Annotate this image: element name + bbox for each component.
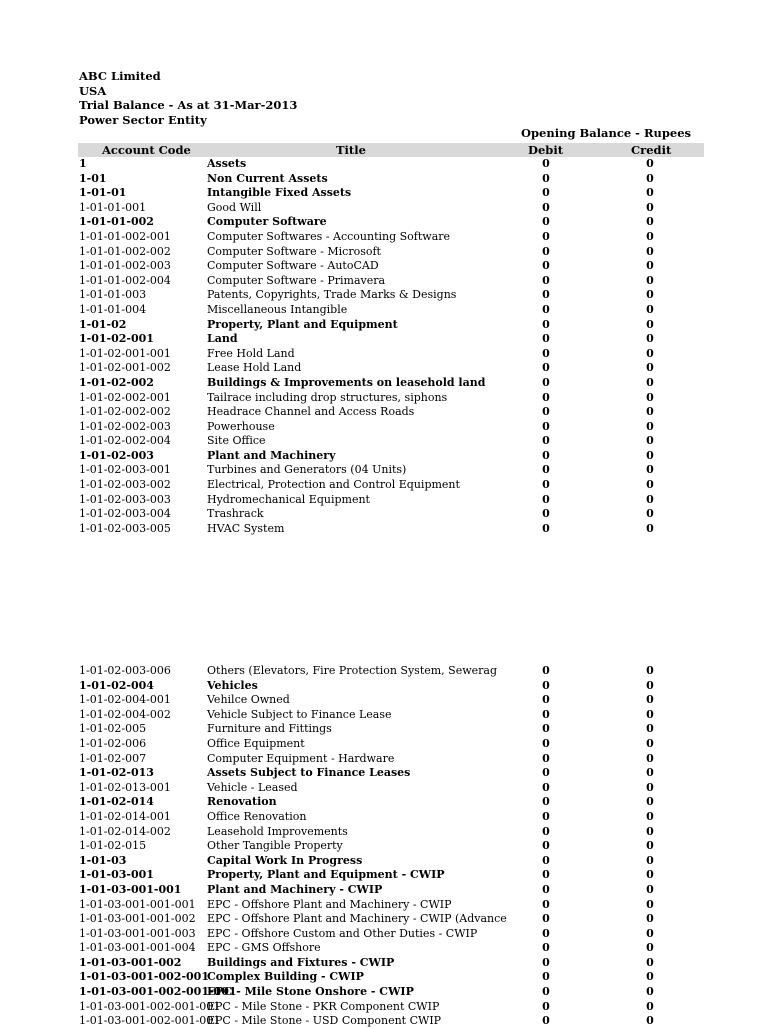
table-row <box>78 493 704 508</box>
table-row <box>78 157 704 172</box>
account-code: 1-01-03-001-002-001-001 <box>79 999 221 1013</box>
debit-value: 0 <box>542 809 550 823</box>
account-title: Intangible Fixed Assets <box>207 186 352 200</box>
account-title: Renovation <box>207 795 277 809</box>
account-code: 1-01-03-001-002 <box>79 955 182 969</box>
account-code: 1-01-03-001-001-003 <box>79 926 196 940</box>
debit-value: 0 <box>542 839 550 853</box>
account-code: 1-01-02-015 <box>79 839 147 853</box>
credit-value: 0 <box>646 346 654 360</box>
credit-value: 0 <box>646 707 654 721</box>
credit-value: 0 <box>646 463 654 477</box>
credit-value: 0 <box>646 200 654 214</box>
account-code: 1-01-02-013-001 <box>79 780 171 794</box>
debit-value: 0 <box>542 766 550 780</box>
account-title: Tailrace including drop structures, siphons <box>207 390 448 404</box>
debit-value: 0 <box>542 361 550 375</box>
account-table-section-2 <box>78 664 704 1029</box>
account-title: Computer Softwares - Accounting Software <box>207 229 451 243</box>
table-row <box>78 361 704 376</box>
table-row <box>78 912 704 927</box>
account-code: 1-01-03-001-001-004 <box>79 941 196 955</box>
account-code: 1-01 <box>79 171 107 185</box>
account-title: Hydromechanical Equipment <box>207 492 370 506</box>
credit-value: 0 <box>646 302 654 316</box>
account-code: 1-01-02-003-004 <box>79 507 171 521</box>
credit-value: 0 <box>646 970 654 984</box>
debit-value: 0 <box>542 664 550 677</box>
account-code: 1-01-02-003-003 <box>79 492 171 506</box>
account-title: EPC - Mile Stone - USD Component CWIP <box>207 1014 442 1028</box>
account-title: Lease Hold Land <box>207 361 302 375</box>
table-row <box>78 245 704 260</box>
account-title: EPC - Offshore Plant and Machinery - CWIP <box>207 897 452 911</box>
account-title: Property, Plant and Equipment <box>207 317 398 331</box>
account-title: Assets Subject to Finance Leases <box>207 766 411 780</box>
table-row <box>78 318 704 333</box>
account-code: 1-01-02-013 <box>79 766 154 780</box>
table-row <box>78 941 704 956</box>
account-title: Assets <box>207 157 247 170</box>
account-title: Property, Plant and Equipment - CWIP <box>207 868 445 882</box>
table-row <box>78 434 704 449</box>
credit-value: 0 <box>646 839 654 853</box>
account-code: 1-01-02-002-002 <box>79 405 171 419</box>
debit-value: 0 <box>542 478 550 492</box>
table-row <box>78 781 704 796</box>
account-code: 1-01-03-001-002-001 <box>79 970 209 984</box>
credit-value: 0 <box>646 809 654 823</box>
account-code: 1-01-01-002-004 <box>79 273 171 287</box>
report-header <box>79 69 297 127</box>
account-title: Non Current Assets <box>207 171 328 185</box>
table-row <box>78 259 704 274</box>
account-code: 1-01-01-002-003 <box>79 259 171 273</box>
credit-value: 0 <box>646 273 654 287</box>
table-row <box>78 868 704 883</box>
account-code: 1-01-02-007 <box>79 751 147 765</box>
credit-value: 0 <box>646 1014 654 1028</box>
account-title: Complex Building - CWIP <box>207 970 364 984</box>
account-title: HVAC System <box>207 521 285 535</box>
debit-value: 0 <box>542 795 550 809</box>
table-row <box>78 708 704 723</box>
debit-value: 0 <box>542 693 550 707</box>
debit-value: 0 <box>542 824 550 838</box>
table-row <box>78 839 704 854</box>
debit-value: 0 <box>542 288 550 302</box>
debit-value: 0 <box>542 492 550 506</box>
account-code: 1-01-01-001 <box>79 200 147 214</box>
credit-value: 0 <box>646 897 654 911</box>
account-title: Free Hold Land <box>207 346 295 360</box>
account-title: Land <box>207 332 238 346</box>
table-row <box>78 722 704 737</box>
credit-value: 0 <box>646 157 654 170</box>
credit-value: 0 <box>646 985 654 999</box>
table-row <box>78 956 704 971</box>
debit-value: 0 <box>542 941 550 955</box>
account-code: 1-01-02-003-001 <box>79 463 171 477</box>
table-row <box>78 522 704 537</box>
account-code: 1-01-02-014 <box>79 795 154 809</box>
credit-value: 0 <box>646 492 654 506</box>
account-title: Computer Software - Primavera <box>207 273 386 287</box>
table-row <box>78 478 704 493</box>
account-title: EPC - GMS Offshore <box>207 941 321 955</box>
account-title: Good Will <box>207 200 262 214</box>
account-title: Office Renovation <box>207 809 307 823</box>
credit-value: 0 <box>646 186 654 200</box>
account-title: Vehicles <box>207 678 258 692</box>
account-code: 1-01-02 <box>79 317 127 331</box>
account-title: Computer Software - Microsoft <box>207 244 381 258</box>
account-title: Capital Work In Progress <box>207 853 363 867</box>
credit-value: 0 <box>646 664 654 677</box>
table-row <box>78 463 704 478</box>
debit-value: 0 <box>542 259 550 273</box>
account-title: EPC - Offshore Plant and Machinery - CWIP (Advance <box>207 912 507 926</box>
account-code: 1-01-02-002-004 <box>79 434 171 448</box>
company-name: ABC Limited <box>79 69 161 83</box>
account-code: 1-01-02-004-001 <box>79 693 171 707</box>
credit-value: 0 <box>646 229 654 243</box>
debit-value: 0 <box>542 912 550 926</box>
debit-value: 0 <box>542 405 550 419</box>
account-code: 1-01-01 <box>79 186 127 200</box>
account-code: 1-01-02-003-005 <box>79 521 171 535</box>
table-row <box>78 303 704 318</box>
credit-value: 0 <box>646 317 654 331</box>
debit-value: 0 <box>542 897 550 911</box>
table-row <box>78 347 704 362</box>
table-row <box>78 970 704 985</box>
credit-value: 0 <box>646 288 654 302</box>
column-header-debit: Debit <box>528 143 564 157</box>
credit-value: 0 <box>646 736 654 750</box>
table-row <box>78 810 704 825</box>
account-title: EPC - Offshore Custom and Other Duties - CWIP <box>207 926 478 940</box>
table-row <box>78 854 704 869</box>
debit-value: 0 <box>542 736 550 750</box>
debit-value: 0 <box>542 273 550 287</box>
account-code: 1-01-02-004 <box>79 678 154 692</box>
credit-value: 0 <box>646 751 654 765</box>
account-code: 1-01-02-002 <box>79 375 154 389</box>
credit-value: 0 <box>646 215 654 229</box>
credit-value: 0 <box>646 795 654 809</box>
account-title: Turbines and Generators (04 Units) <box>207 463 407 477</box>
credit-value: 0 <box>646 868 654 882</box>
table-row <box>78 1000 704 1015</box>
account-code: 1-01-02-001-001 <box>79 346 171 360</box>
credit-value: 0 <box>646 693 654 707</box>
debit-value: 0 <box>542 751 550 765</box>
table-row <box>78 927 704 942</box>
account-code: 1-01-02-001 <box>79 332 154 346</box>
account-title: Site Office <box>207 434 266 448</box>
debit-value: 0 <box>542 346 550 360</box>
account-code: 1-01-02-002-001 <box>79 390 171 404</box>
table-row <box>78 507 704 522</box>
country: USA <box>79 83 107 98</box>
debit-value: 0 <box>542 707 550 721</box>
entity-name: Power Sector Entity <box>79 112 207 127</box>
debit-value: 0 <box>542 186 550 200</box>
table-row <box>78 376 704 391</box>
table-row <box>78 679 704 694</box>
table-row <box>78 737 704 752</box>
account-title: Vehilce Owned <box>207 693 290 707</box>
table-row <box>78 1014 704 1029</box>
debit-value: 0 <box>542 507 550 521</box>
account-code: 1-01-02-003 <box>79 448 154 462</box>
account-code: 1-01-03-001-001 <box>79 882 182 896</box>
debit-value: 0 <box>542 390 550 404</box>
credit-value: 0 <box>646 390 654 404</box>
table-row <box>78 898 704 913</box>
credit-value: 0 <box>646 853 654 867</box>
account-title: Computer Software - AutoCAD <box>207 259 379 273</box>
table-row <box>78 449 704 464</box>
debit-value: 0 <box>542 722 550 736</box>
account-title: Others (Elevators, Fire Protection System, Sewerag <box>207 664 498 677</box>
debit-value: 0 <box>542 332 550 346</box>
debit-value: 0 <box>542 215 550 229</box>
report-title: Trial Balance - As at 31-Mar-2013 <box>79 98 298 113</box>
credit-value: 0 <box>646 766 654 780</box>
column-header-row <box>78 143 704 157</box>
credit-value: 0 <box>646 507 654 521</box>
credit-value: 0 <box>646 171 654 185</box>
credit-value: 0 <box>646 375 654 389</box>
debit-value: 0 <box>542 375 550 389</box>
account-code: 1-01-02-014-002 <box>79 824 171 838</box>
account-code: 1-01-02-004-002 <box>79 707 171 721</box>
debit-value: 0 <box>542 868 550 882</box>
debit-value: 0 <box>542 1014 550 1028</box>
credit-value: 0 <box>646 405 654 419</box>
account-code: 1-01-02-006 <box>79 736 147 750</box>
account-title: EPC - Mile Stone Onshore - CWIP <box>207 985 414 999</box>
table-row <box>78 825 704 840</box>
credit-value: 0 <box>646 521 654 535</box>
debit-value: 0 <box>542 157 550 170</box>
debit-value: 0 <box>542 678 550 692</box>
account-title: Electrical, Protection and Control Equipment <box>207 478 460 492</box>
table-row <box>78 405 704 420</box>
debit-value: 0 <box>542 955 550 969</box>
account-code: 1-01-01-002-001 <box>79 229 171 243</box>
account-code: 1-01-02-001-002 <box>79 361 171 375</box>
credit-value: 0 <box>646 999 654 1013</box>
account-title: Plant and Machinery - CWIP <box>207 882 383 896</box>
debit-value: 0 <box>542 463 550 477</box>
column-header-title: Title <box>336 143 366 157</box>
column-header-credit: Credit <box>631 143 672 157</box>
account-title: Plant and Machinery <box>207 448 336 462</box>
credit-value: 0 <box>646 259 654 273</box>
account-code: 1-01-01-003 <box>79 288 147 302</box>
debit-value: 0 <box>542 853 550 867</box>
table-row <box>78 391 704 406</box>
debit-value: 0 <box>542 244 550 258</box>
debit-value: 0 <box>542 780 550 794</box>
account-code: 1-01-02-003-002 <box>79 478 171 492</box>
credit-value: 0 <box>646 361 654 375</box>
account-title: Trashrack <box>207 507 264 521</box>
account-code: 1-01-03-001-001-002 <box>79 912 196 926</box>
debit-value: 0 <box>542 171 550 185</box>
debit-value: 0 <box>542 926 550 940</box>
table-row <box>78 883 704 898</box>
account-title: Leasehold Improvements <box>207 824 348 838</box>
table-row <box>78 332 704 347</box>
table-row <box>78 420 704 435</box>
account-title: Office Equipment <box>207 736 305 750</box>
credit-value: 0 <box>646 882 654 896</box>
table-row <box>78 215 704 230</box>
debit-value: 0 <box>542 970 550 984</box>
account-title: Headrace Channel and Access Roads <box>207 405 415 419</box>
account-code: 1-01-01-002 <box>79 215 154 229</box>
table-row <box>78 795 704 810</box>
account-title: Patents, Copyrights, Trade Marks & Designs <box>207 288 457 302</box>
account-title: Furniture and Fittings <box>207 722 332 736</box>
table-row <box>78 201 704 216</box>
account-code: 1-01-03-001-002-001-001 <box>79 1014 221 1028</box>
account-title: Vehicle - Leased <box>207 780 298 794</box>
credit-value: 0 <box>646 780 654 794</box>
table-row <box>78 230 704 245</box>
debit-value: 0 <box>542 985 550 999</box>
credit-value: 0 <box>646 912 654 926</box>
debit-value: 0 <box>542 229 550 243</box>
account-title: EPC - Mile Stone - PKR Component CWIP <box>207 999 440 1013</box>
account-code: 1-01-03-001-002-001-001 <box>79 985 237 999</box>
credit-value: 0 <box>646 448 654 462</box>
credit-value: 0 <box>646 722 654 736</box>
credit-value: 0 <box>646 419 654 433</box>
credit-value: 0 <box>646 941 654 955</box>
table-row <box>78 186 704 201</box>
debit-value: 0 <box>542 434 550 448</box>
account-title: Buildings & Improvements on leasehold land <box>207 375 486 389</box>
column-header-code: Account Code <box>102 143 191 157</box>
table-row <box>78 693 704 708</box>
debit-value: 0 <box>542 419 550 433</box>
account-table-section-1 <box>78 157 704 536</box>
account-title: Buildings and Fixtures - CWIP <box>207 955 395 969</box>
account-code: 1-01-01-002-002 <box>79 244 171 258</box>
account-code: 1-01-03-001-001-001 <box>79 897 196 911</box>
account-code: 1-01-02-003-006 <box>79 664 171 677</box>
credit-value: 0 <box>646 824 654 838</box>
debit-value: 0 <box>542 882 550 896</box>
credit-value: 0 <box>646 332 654 346</box>
account-title: Computer Equipment - Hardware <box>207 751 395 765</box>
debit-value: 0 <box>542 200 550 214</box>
credit-value: 0 <box>646 478 654 492</box>
account-code: 1-01-02-002-003 <box>79 419 171 433</box>
account-title: Powerhouse <box>207 419 275 433</box>
table-row <box>78 274 704 289</box>
account-code: 1-01-03 <box>79 853 127 867</box>
debit-value: 0 <box>542 302 550 316</box>
debit-value: 0 <box>542 521 550 535</box>
account-title: Vehicle Subject to Finance Lease <box>207 707 392 721</box>
account-code: 1 <box>79 157 87 170</box>
account-title: Miscellaneous Intangible <box>207 302 348 316</box>
account-title: Other Tangible Property <box>207 839 343 853</box>
table-row <box>78 752 704 767</box>
debit-value: 0 <box>542 317 550 331</box>
opening-balance-group-header: Opening Balance - Rupees <box>521 126 692 140</box>
table-row <box>78 664 704 679</box>
credit-value: 0 <box>646 955 654 969</box>
table-row <box>78 288 704 303</box>
table-row <box>78 766 704 781</box>
account-code: 1-01-02-005 <box>79 722 147 736</box>
credit-value: 0 <box>646 678 654 692</box>
account-code: 1-01-01-004 <box>79 302 147 316</box>
credit-value: 0 <box>646 244 654 258</box>
credit-value: 0 <box>646 926 654 940</box>
account-title: Computer Software <box>207 215 327 229</box>
credit-value: 0 <box>646 434 654 448</box>
debit-value: 0 <box>542 999 550 1013</box>
account-code: 1-01-03-001 <box>79 868 154 882</box>
debit-value: 0 <box>542 448 550 462</box>
table-row <box>78 172 704 187</box>
account-code: 1-01-02-014-001 <box>79 809 171 823</box>
table-row <box>78 985 704 1000</box>
